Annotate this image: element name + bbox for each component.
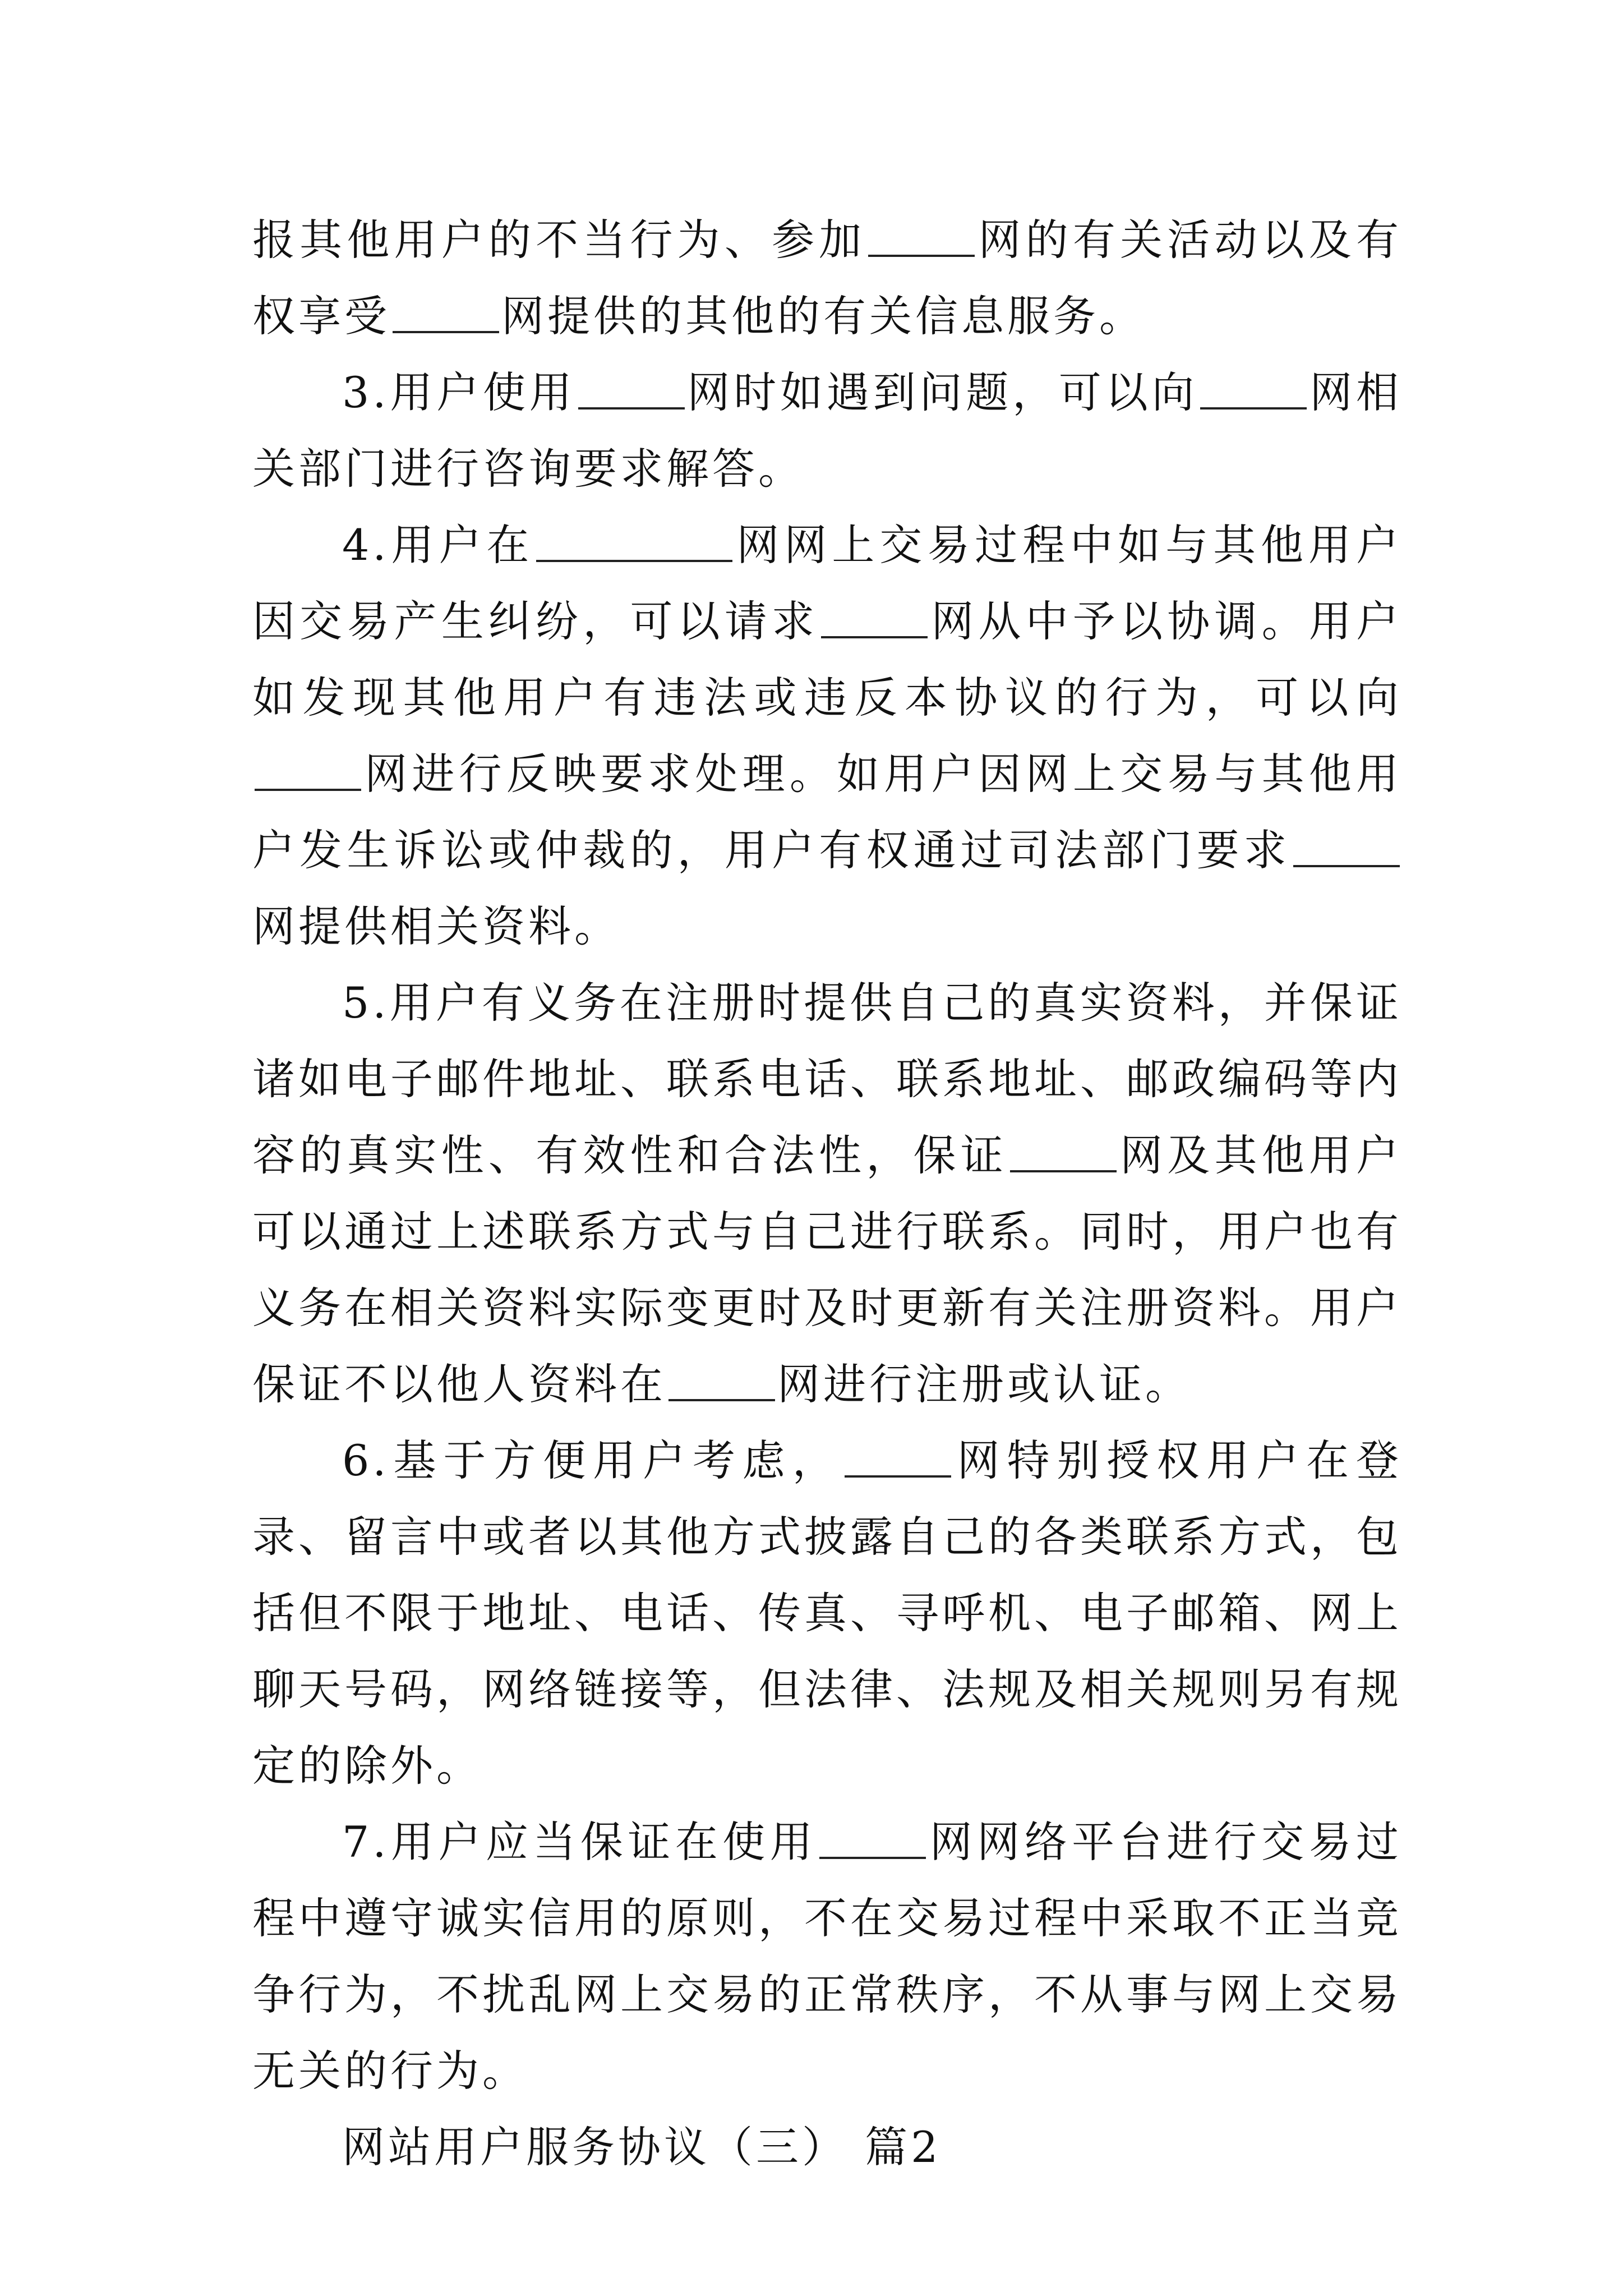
fill-in-blank xyxy=(536,519,732,562)
text-span: 网的有关活动以及有权享受 xyxy=(252,215,1403,341)
text-span: 4.用户在 xyxy=(342,520,534,570)
fill-in-blank xyxy=(393,291,499,333)
text-span: 3.用户使用 xyxy=(342,367,576,417)
paragraph-2-continued xyxy=(252,202,1402,355)
text-span: 7.用户应当保证在使用 xyxy=(342,1817,818,1867)
text-span: 网网络平台进行交易过程中遵守诚实信用的原则，不在交易过程中采取不正当竞争行为，不扰乱网上交易的正常秩序，不从事与网上交易无关的行为。 xyxy=(252,1817,1403,2096)
document-body xyxy=(252,202,1402,2185)
section-heading: 网站用户服务协议（三） 篇2 xyxy=(342,2122,942,2172)
fill-in-blank xyxy=(1010,1130,1117,1172)
paragraph-5 xyxy=(252,965,1402,1423)
fill-in-blank xyxy=(255,748,361,791)
text-span: 网及其他用户可以通过上述联系方式与自己进行联系。同时，用户也有义务在相关资料实际变更时及时更新有关注册资料。用户保证不以他人资料在 xyxy=(252,1130,1403,1409)
paragraph-3 xyxy=(252,355,1402,507)
fill-in-blank xyxy=(821,596,928,638)
fill-in-blank xyxy=(668,1359,775,1401)
text-span: 6.基于方便用户考虑， xyxy=(342,1435,842,1485)
paragraph-6 xyxy=(252,1423,1402,1804)
text-span: 网进行注册或认证。 xyxy=(777,1359,1191,1409)
fill-in-blank xyxy=(819,1816,926,1859)
text-span: 网相关部门进行咨询要求解答。 xyxy=(252,367,1403,494)
text-span: 网时如遇到问题，可以向 xyxy=(686,367,1198,417)
fill-in-blank xyxy=(578,367,685,409)
fill-in-blank xyxy=(868,214,975,257)
text-span: 网从中予以协调。用户如发现其他用户有违法或违反本协议的行为，可以向 xyxy=(252,596,1403,723)
text-span: 网网上交易过程中如与其他用户因交易产生纠纷，可以请求 xyxy=(252,520,1403,646)
paragraph-4 xyxy=(252,507,1402,965)
text-span: 网提供的其他的有关信息服务。 xyxy=(501,291,1145,341)
fill-in-blank xyxy=(1200,367,1307,409)
paragraph-7 xyxy=(252,1804,1402,2109)
text-span: 网特别授权用户在登录、留言中或者以其他方式披露自己的各类联系方式，包括但不限于地址、电话、传真、寻呼机、电子邮箱、网上聊天号码，网络链接等，但法律、法规及相关规则另有规定的除外。 xyxy=(252,1435,1403,1791)
fill-in-blank xyxy=(1293,825,1400,867)
text-span: 5.用户有义务在注册时提供自己的真实资料，并保证诸如电子邮件地址、联系电话、联系地址、邮政编码等内容的真实性、有效性和合法性，保证 xyxy=(252,978,1402,1180)
text-span: 网进行反映要求处理。如用户因网上交易与其他用户发生诉讼或仲裁的，用户有权通过司法部门要求 xyxy=(252,749,1402,875)
text-span: 网提供相关资料。 xyxy=(252,901,620,951)
text-span: 报其他用户的不当行为、参加 xyxy=(252,215,866,265)
fill-in-blank xyxy=(845,1435,951,1478)
